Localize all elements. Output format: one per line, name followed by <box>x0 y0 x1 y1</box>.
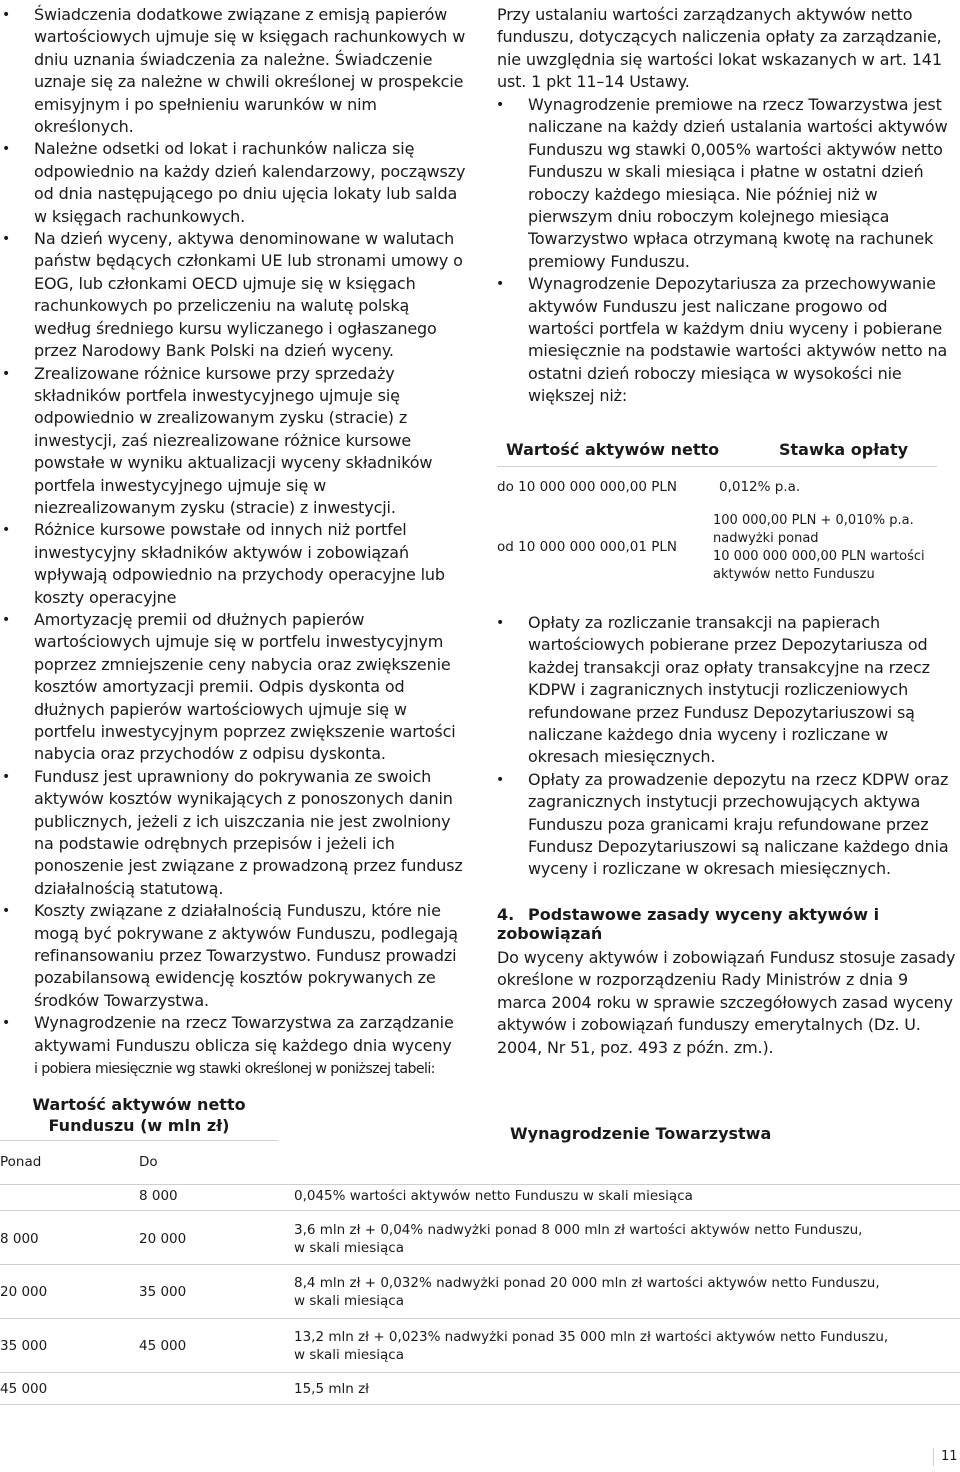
intro-paragraph: Przy ustalaniu wartości zarządzanych aktywów netto funduszu, dotyczących naliczenia opłaty za zarządzanie, nie uwzględnia się wartości lokat wskazanych w art. 141 ust. 1 pkt 11–14 Ustawy. <box>497 5 942 92</box>
table-row <box>0 1328 960 1364</box>
list-item: • Różnice kursowe powstałe od innych niż portfel inwestycyjny składników aktywów i zobowiązań wpływają odpowiednio na przychody operacyjne lub koszty operacyjne <box>1 519 471 609</box>
section-body: Do wyceny aktywów i zobowiązań Fundusz stosuje zasady określone w rozporządzeniu Rady Ministrów z dnia 9 marca 2004 roku w sprawie szczegółowych zasad wyceny aktywów i zobowiązań funduszy emerytalnych (Dz. U. 2004, Nr 51, poz. 493 z późn. zm.). <box>497 948 956 1057</box>
fee-line: aktywów netto Funduszu <box>713 567 875 582</box>
table-divider <box>0 1404 960 1405</box>
list-item: • Wynagrodzenie Depozytariusza za przechowywanie aktywów Funduszu jest naliczane progowo od wartości portfela w każdym dniu wyceny i pobierane miesięcznie na podstawie wartości aktywów netto na ostatni dzień roboczy miesiąca w wysokości nie większej niż: <box>488 273 958 407</box>
fee-line: 100 000,00 PLN + 0,010% p.a. <box>713 513 914 528</box>
table-header-net-assets: Wartość aktywów netto Funduszu (w mln zł) <box>32 1095 246 1135</box>
table-cell-from: 20 000 <box>0 1284 48 1300</box>
list-item: • Na dzień wyceny, aktywa denominowane w walutach państw będących członkami UE lub stronami umowy o EOG, lub członkami OECD ujmuje się w księgach rachunkowych po przeliczeniu na walutę polską według średniego kursu wyliczanego i ogłaszanego przez Narodowy Bank Polski na dzień wyceny. <box>1 228 471 362</box>
table-subheader-from: Ponad <box>0 1154 42 1170</box>
fee-table-cell-multiline <box>713 512 925 584</box>
table-cell-fee: 8,4 mln zł + 0,032% nadwyżki ponad 20 000 mln zł wartości aktywów netto Funduszu, <box>294 1275 880 1291</box>
table-divider <box>0 1140 278 1141</box>
table-row <box>0 1274 960 1310</box>
table-cell-fee: 0,045% wartości aktywów netto Funduszu w skali miesiąca <box>294 1188 693 1204</box>
section-number: 4. <box>497 905 515 924</box>
left-bullet-list <box>1 4 471 1081</box>
list-item: • Opłaty za rozliczanie transakcji na papierach wartościowych pobierane przez Depozytariusza od każdej transakcji oraz opłaty transakcyjne na rzecz KDPW i zagranicznych instytucji rozliczeniowych refundowane przez Fundusz Depozytariuszowi są naliczane każdego dnia wyceny i rozliczane w okresach miesięcznych. <box>488 612 958 769</box>
list-item: • Fundusz jest uprawniony do pokrywania ze swoich aktywów kosztów wynikających z ponoszonych danin publicznych, jeżeli z ich uiszczania nie jest zwolniony na podstawie odrębnych przepisów i jeżeli ich ponoszenie jest związane z prowadzoną przez fundusz działalnością statutową. <box>1 766 471 900</box>
fee-table-cell: do 10 000 000 000,00 PLN <box>497 479 677 495</box>
list-item: • Wynagrodzenie premiowe na rzecz Towarzystwa jest naliczane na każdy dzień ustalania wartości aktywów Funduszu wg stawki 0,005% wartości aktywów netto Funduszu w skali miesiąca i płatne w ostatni dzień roboczy każdego miesiąca. Nie później niż w pierwszym dniu roboczym kolejnego miesiąca Towarzystwo wpłaca otrzymaną kwotę na rachunek premiowy Funduszu. <box>488 94 958 273</box>
fee-table-cell: 0,012% p.a. <box>719 479 801 495</box>
page-number: 11 <box>941 1449 958 1464</box>
table-subheader-to: Do <box>139 1154 158 1170</box>
table-cell-to: 35 000 <box>139 1284 187 1300</box>
table-cell-fee-cont: w skali miesiąca <box>294 1347 404 1363</box>
table-row <box>0 1221 960 1257</box>
page-number-divider <box>933 1448 934 1466</box>
table-cell-to: 20 000 <box>139 1231 187 1247</box>
right-bullet-list-bottom <box>488 612 958 881</box>
table-row <box>0 1187 960 1205</box>
table-cell-fee: 13,2 mln zł + 0,023% nadwyżki ponad 35 000 mln zł wartości aktywów netto Funduszu, <box>294 1329 889 1345</box>
list-item-text: Wynagrodzenie na rzecz Towarzystwa za zarządzanie aktywami Funduszu oblicza się każdego dnia wyceny <box>34 1013 454 1055</box>
table-divider <box>0 1264 960 1265</box>
table-cell-from: 45 000 <box>0 1381 48 1397</box>
list-item: • Amortyzację premii od dłużnych papierów wartościowych ujmuje się w portfelu inwestycyjnym poprzez zmniejszenie ceny nabycia oraz zwiększenie kosztów amortyzacji premii. Odpis dyskonta od dłużnych papierów wartościowych ujmuje się w portfelu inwestycyjnym poprzez zwiększenie wartości nabycia oraz przychodów z odpisu dyskonta. <box>1 609 471 766</box>
fee-table-header-rate: Stawka opłaty <box>779 440 909 459</box>
table-header-fee: Wynagrodzenie Towarzystwa <box>510 1124 772 1143</box>
list-item <box>1 1012 471 1080</box>
fee-table-divider <box>497 466 937 467</box>
table-cell-to: 45 000 <box>139 1338 187 1354</box>
table-divider <box>0 1372 960 1373</box>
fee-table-header-value: Wartość aktywów netto <box>506 440 720 459</box>
table-divider <box>0 1210 960 1211</box>
table-divider <box>0 1184 960 1185</box>
list-item: • Należne odsetki od lokat i rachunków nalicza się odpowiednio na każdy dzień kalendarzowy, począwszy od dnia następującego po dniu ujęcia lokaty lub salda w księgach rachunkowych. <box>1 138 471 228</box>
table-cell-fee: 3,6 mln zł + 0,04% nadwyżki ponad 8 000 mln zł wartości aktywów netto Funduszu, <box>294 1222 863 1238</box>
list-item: • Zrealizowane różnice kursowe przy sprzedaży składników portfela inwestycyjnego ujmuje się odpowiednio w zrealizowanym zysku (stracie) z inwestycji, zaś niezrealizowane różnice kursowe powstałe w wyniku aktualizacji wyceny składników portfela inwestycyjnego ujmuje się w niezrealizowanym zysku (stracie) z inwestycji. <box>1 363 471 520</box>
list-item-text-condensed: i pobiera miesięcznie wg stawki określonej w poniższej tabeli: <box>34 1061 435 1078</box>
right-bullet-list-top <box>488 94 958 408</box>
table-cell-to: 8 000 <box>139 1188 178 1204</box>
table-cell-from: 35 000 <box>0 1338 48 1354</box>
table-cell-fee-cont: w skali miesiąca <box>294 1293 404 1309</box>
table-divider <box>0 1318 960 1319</box>
table-cell-fee: 15,5 mln zł <box>294 1381 370 1397</box>
table-cell-from: 8 000 <box>0 1231 39 1247</box>
table-cell-fee-cont: w skali miesiąca <box>294 1240 404 1256</box>
section-title: Podstawowe zasady wyceny aktywów i zobowiązań <box>497 905 880 943</box>
list-item: • Świadczenia dodatkowe związane z emisją papierów wartościowych ujmuje się w księgach rachunkowych w dniu uznania świadczenia za należne. Świadczenie uznaje się za należne w chwili określonej w prospekcie emisyjnym i po spełnieniu warunków w nim określonych. <box>1 4 471 138</box>
section-heading <box>497 905 960 943</box>
fee-line: nadwyżki ponad <box>713 531 819 546</box>
fee-line: 10 000 000 000,00 PLN wartości <box>713 549 925 564</box>
table-row <box>0 1380 960 1398</box>
list-item: • Opłaty za prowadzenie depozytu na rzecz KDPW oraz zagranicznych instytucji przechowujących aktywa Funduszu poza granicami kraju refundowane przez Fundusz Depozytariuszowi są naliczane każdego dnia wyceny i rozliczane w okresach miesięcznych. <box>488 769 958 881</box>
fee-table-cell: od 10 000 000 000,01 PLN <box>497 539 677 555</box>
list-item: • Koszty związane z działalnością Funduszu, które nie mogą być pokrywane z aktywów Funduszu, podlegają refinansowaniu przez Towarzystwo. Fundusz prowadzi pozabilansową ewidencję kosztów pokrywanych ze środków Towarzystwa. <box>1 900 471 1012</box>
